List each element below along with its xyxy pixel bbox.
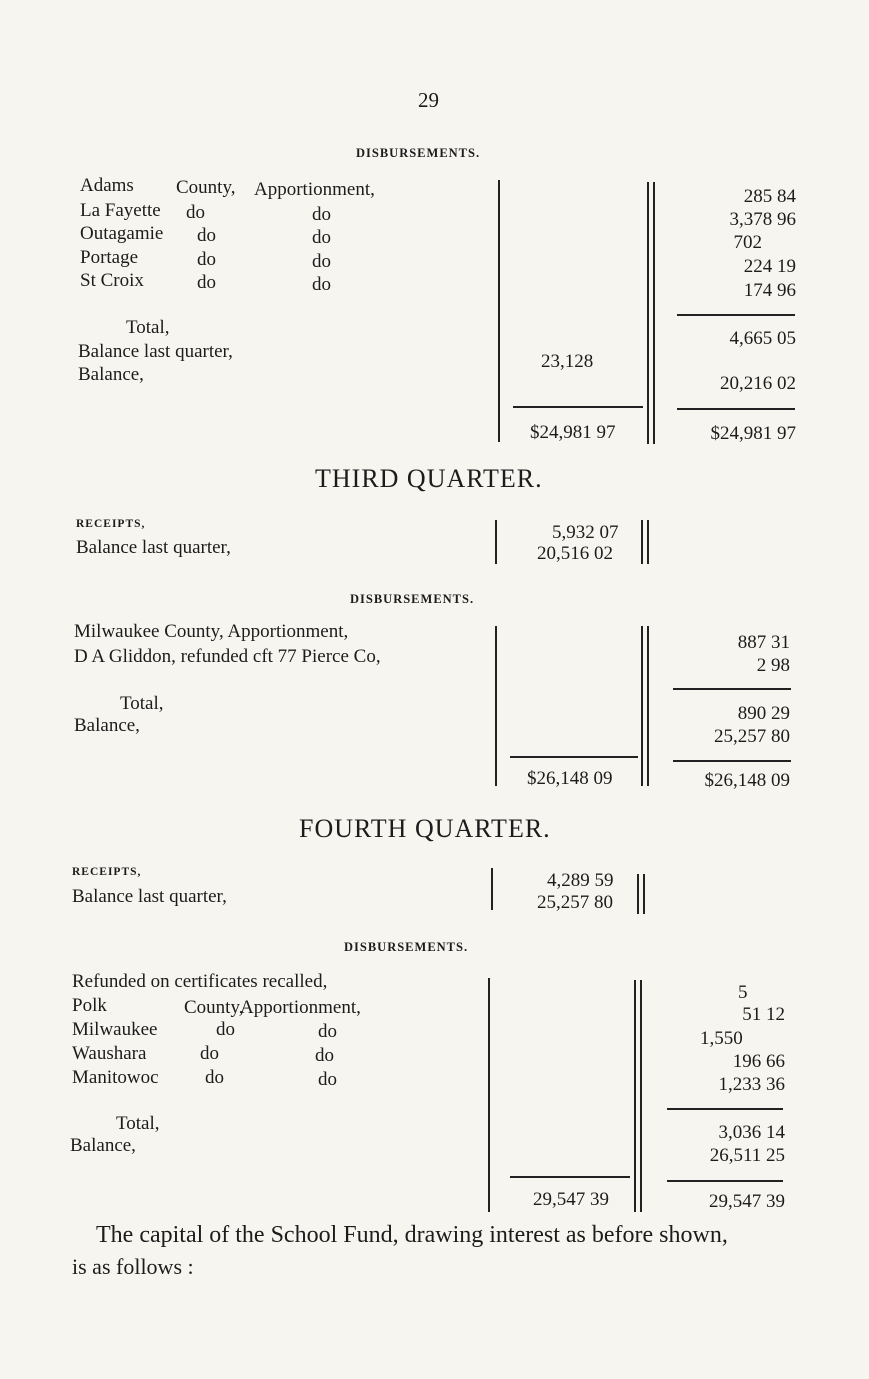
balance-last-label: Balance last quarter, [78, 341, 233, 362]
footer-line2: is as follows : [72, 1254, 194, 1279]
row-amount: 224 19 [743, 256, 796, 277]
row-text: D A Gliddon, refunded cft 77 Pierce Co, [74, 646, 381, 667]
row-desc: Apportionment, [240, 997, 361, 1018]
sum-right: $26,148 09 [704, 770, 790, 791]
receipts-amount: 5,932 07 [552, 522, 619, 543]
row-desc: do [312, 274, 331, 295]
refund-amount: 5 [738, 982, 748, 1003]
balance-amount: 26,511 25 [709, 1145, 785, 1166]
balance-last-amount: 20,516 02 [537, 543, 613, 564]
row-desc: do [312, 251, 331, 272]
row-name: Manitowoc [72, 1067, 159, 1088]
row-place: do [197, 249, 216, 270]
row-desc: do [312, 227, 331, 248]
column-rule [495, 626, 497, 786]
row-amount: 702 [733, 232, 762, 253]
balance-amount: 20,216 02 [720, 373, 796, 394]
rule [677, 408, 795, 410]
row-name: Portage [80, 247, 139, 268]
sum-left: 29,547 39 [533, 1189, 609, 1210]
total-label: Total, [126, 317, 170, 338]
receipts-label: RECEIPTS, [76, 518, 146, 530]
column-rule [491, 868, 493, 910]
column-rule [637, 874, 639, 914]
rule [677, 314, 795, 316]
balance-last-amount: 23,128 [541, 351, 594, 372]
row-place: do [197, 272, 216, 293]
balance-amount: 25,257 80 [714, 726, 790, 747]
row-amount: 174 96 [743, 280, 796, 301]
rule [673, 760, 791, 762]
rule [513, 406, 643, 408]
balance-label: Balance, [78, 364, 144, 385]
row-desc: Apportionment, [254, 179, 375, 200]
row-place: do [186, 202, 205, 223]
quarter-title: THIRD QUARTER. [315, 464, 543, 493]
total-amount: 3,036 14 [718, 1122, 785, 1143]
row-desc: do [312, 204, 331, 225]
quarter-title: FOURTH QUARTER. [299, 814, 551, 843]
row-name: Milwaukee [72, 1019, 158, 1040]
rule [673, 688, 791, 690]
row-place: County, [184, 997, 244, 1018]
column-rule [495, 520, 497, 564]
row-desc: do [318, 1021, 337, 1042]
balance-label: Balance, [74, 715, 140, 736]
column-rule [643, 874, 645, 914]
total-label: Total, [116, 1113, 160, 1134]
row-name: St Croix [80, 270, 144, 291]
row-amount: 2 98 [756, 655, 790, 676]
row-name: Polk [72, 995, 107, 1016]
row-amount: 3,378 96 [729, 209, 796, 230]
column-rule [641, 520, 643, 564]
balance-label: Balance, [70, 1135, 136, 1156]
row-name: Outagamie [80, 223, 164, 244]
row-name: Adams [80, 175, 134, 196]
row-place: County, [176, 177, 236, 198]
row-place: do [216, 1019, 235, 1040]
receipts-label: RECEIPTS, [72, 866, 142, 878]
row-amount: 285 84 [743, 186, 796, 207]
rule [510, 756, 638, 758]
row-name: Waushara [72, 1043, 147, 1064]
row-place: do [205, 1067, 224, 1088]
column-rule [647, 182, 649, 444]
row-place: do [197, 225, 216, 246]
sum-left: $26,148 09 [527, 768, 613, 789]
row-desc: do [315, 1045, 334, 1066]
row-text: Milwaukee County, Apportionment, [74, 621, 349, 642]
row-amount: 887 31 [737, 632, 790, 653]
footer-line1: The capital of the School Fund, drawing interest as before shown, [96, 1222, 728, 1248]
row-amount: 196 66 [732, 1051, 785, 1072]
column-rule [641, 626, 643, 786]
column-rule [498, 180, 500, 442]
disbursements-heading: DISBURSEMENTS. [344, 940, 469, 954]
balance-last-label: Balance last quarter, [72, 886, 227, 907]
row-place: do [200, 1043, 219, 1064]
page-number: 29 [418, 88, 439, 112]
row-amount: 1,550 [700, 1028, 743, 1049]
column-rule [634, 980, 636, 1212]
receipts-amount: 4,289 59 [547, 870, 614, 891]
rule [510, 1176, 630, 1178]
row-desc: do [318, 1069, 337, 1090]
total-label: Total, [120, 693, 164, 714]
sum-right: $24,981 97 [710, 423, 796, 444]
row-amount: 1,233 36 [718, 1074, 785, 1095]
column-rule [647, 520, 649, 564]
refund-label: Refunded on certificates recalled, [72, 971, 328, 992]
balance-last-amount: 25,257 80 [537, 892, 613, 913]
total-amount: 4,665 05 [729, 328, 796, 349]
rule [667, 1108, 783, 1110]
row-amount: 51 12 [742, 1004, 785, 1025]
column-rule [488, 978, 490, 1212]
sum-left: $24,981 97 [530, 422, 616, 443]
disbursements-heading: DISBURSEMENTS. [356, 146, 481, 160]
row-name: La Fayette [80, 200, 161, 221]
column-rule [653, 182, 655, 444]
column-rule [647, 626, 649, 786]
balance-last-label: Balance last quarter, [76, 537, 231, 558]
sum-right: 29,547 39 [709, 1191, 785, 1212]
disbursements-heading: DISBURSEMENTS. [350, 592, 475, 606]
total-amount: 890 29 [737, 703, 790, 724]
rule [667, 1180, 783, 1182]
column-rule [640, 980, 642, 1212]
